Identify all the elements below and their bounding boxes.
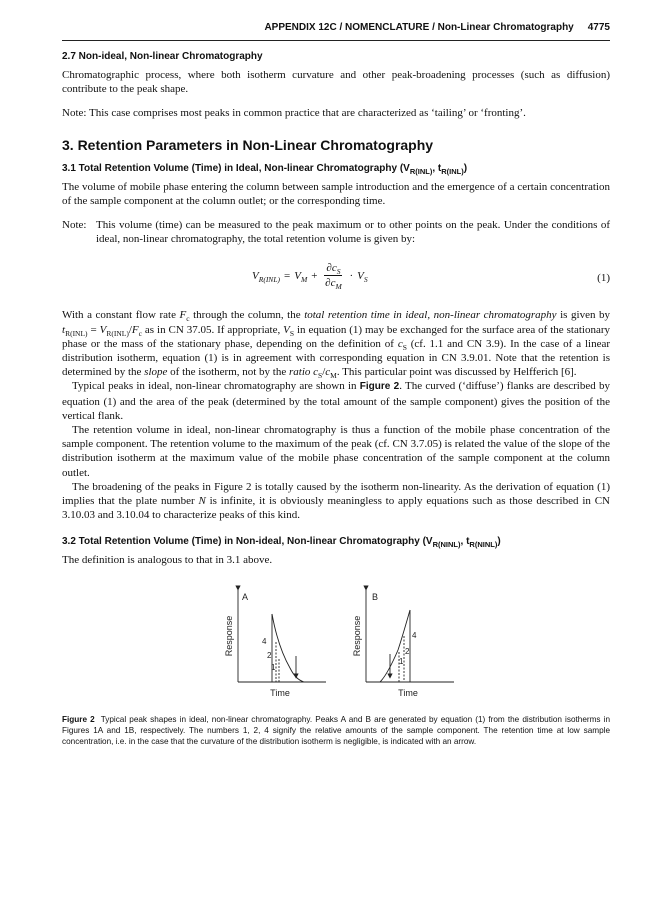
section-3-2-paragraph: The definition is analogous to that in 3.1 above. bbox=[62, 554, 273, 567]
heading-t-symbol: t bbox=[466, 536, 470, 548]
heading-v-symbol: V bbox=[425, 536, 433, 548]
note-text: This case comprises most peaks in common practice that are characterized as ‘tailing’ or ‘fronting’. bbox=[89, 107, 526, 120]
heading-separator: , bbox=[432, 162, 438, 174]
section-3-1-heading bbox=[62, 163, 610, 174]
panel-a-y-label: Response bbox=[224, 615, 234, 656]
panel-b-y-label: Response bbox=[352, 615, 362, 656]
eq-lhs: $V_{R(INL)}$ bbox=[252, 269, 280, 285]
eq-denominator: $\partial c_M$ bbox=[325, 277, 342, 292]
eq-fraction bbox=[324, 262, 342, 292]
equation-body bbox=[252, 262, 368, 292]
panel-a-curve-label-1: 1 bbox=[271, 662, 276, 672]
section-2-7-heading: 2.7 Non-ideal, Non-linear Chromatography bbox=[62, 51, 263, 62]
panel-a-diffuse-tail bbox=[272, 614, 304, 682]
eq-numerator: $\partial c_S$ bbox=[326, 262, 341, 277]
panel-b-curve-label-2: 2 bbox=[405, 646, 410, 656]
panel-b-x-label: Time bbox=[398, 687, 418, 698]
section-2-7-note bbox=[62, 106, 610, 120]
heading-v-subscript: R(NINL) bbox=[432, 540, 461, 550]
figure-reference: Figure 2 bbox=[359, 381, 400, 393]
heading-t-subscript: R(INL) bbox=[441, 166, 464, 176]
caption-label: Figure 2 bbox=[62, 714, 95, 724]
note-label: Note: bbox=[62, 107, 87, 120]
heading-v-subscript: R(INL) bbox=[409, 166, 433, 176]
running-title: APPENDIX 12C / NOMENCLATURE / Non-Linear Chromatography bbox=[264, 22, 574, 33]
figure-2 bbox=[62, 584, 610, 702]
eq-dot: · bbox=[349, 269, 354, 282]
heading-t-symbol: t bbox=[437, 162, 442, 174]
panel-a-label: A bbox=[242, 591, 249, 602]
section-3-1-note bbox=[62, 218, 610, 246]
page bbox=[62, 22, 610, 748]
note-label: Note: bbox=[62, 219, 87, 232]
panel-b-curve-label-1: 1 bbox=[399, 656, 404, 666]
section-3-1-paragraph: The volume of mobile phase entering the column between sample introduction and the emergence of a certain concentration of the sample component at the column outlet; or the corresponding time. bbox=[62, 180, 610, 207]
body-paragraph-4: The broadening of the peaks in Figure 2 is totally caused by the isotherm non-linearity. As the derivation of equation (1) implies that the plate number N is infinite, it is obviously meaningless to apply equations such as those described in CN 3.10.03 and 3.10.04 to characterize peaks of this kind. bbox=[62, 480, 610, 522]
panel-b bbox=[352, 588, 454, 698]
panel-b-diffuse-front bbox=[380, 610, 410, 682]
heading-v-symbol: V bbox=[403, 162, 410, 174]
page-number: 4775 bbox=[587, 22, 610, 33]
eq-vm: $V_M$ bbox=[294, 269, 308, 285]
panel-a bbox=[224, 588, 326, 698]
body-paragraph-2: Typical peaks in ideal, non-linear chromatography are shown in Figure 2. The curved (‘diffuse’) flanks are described by equation (1) and the area of the peak (determined by the total amount of the sample component) gives the position of the vertical flank. bbox=[62, 380, 610, 422]
panel-a-curve-label-4: 4 bbox=[262, 636, 267, 646]
panel-b-curve-label-4: 4 bbox=[412, 630, 417, 640]
body-paragraph-1: With a constant flow rate $F_c$ through the column, the total retention time in ideal, non-linear chromatography is given by $t_{R(INL)} = V_{R(INL)}/F_c$ as in CN 37.05. If appropriate, $V_S$ in equation (1) may be exchanged for the surface area of the stationary phase or the mass of the stationary phase, depending on the definition of $c_S$ (cf. 1.1 and CN 3.9). In the case of a linear distribution isotherm, equation (1) is in agreement with corresponding equation in CN 3.9.01. Note that the retention is determined by the slope of the isotherm, not by the ratio $c_S/c_M$. This particular point was discussed by Helfferich [6]. bbox=[62, 309, 611, 381]
eq-plus: + bbox=[311, 269, 318, 282]
figure-2-diagram bbox=[62, 584, 610, 702]
panel-a-curve-label-2: 2 bbox=[267, 650, 272, 660]
note-text: This volume (time) can be measured to the peak maximum or to other points on the peak. Under the conditions of ideal, non-linear chromatography, the total retention volume is given by: bbox=[96, 219, 610, 246]
section-3-heading: 3. Retention Parameters in Non-Linear Chromatography bbox=[62, 136, 434, 153]
running-head bbox=[62, 22, 610, 41]
equation-1 bbox=[62, 254, 610, 298]
section-3-2-heading bbox=[62, 536, 610, 550]
caption-text: Typical peak shapes in ideal, non-linear chromatography. Peaks A and B are generated by equation (1) from the distribution isotherms in Figures 1A and 1B, respectively. The numbers 1, 2, 4 signify the relative amounts of the sample component. The retention time at low sample concentration, i.e. in the case that the curvature of the distribution isotherm is negligible, is indicated with an arrow. bbox=[62, 714, 610, 747]
heading-separator: , bbox=[460, 536, 467, 548]
panel-a-x-label: Time bbox=[270, 687, 290, 698]
panel-b-label: B bbox=[372, 591, 379, 602]
body-paragraph-3: The retention volume in ideal, non-linear chromatography is thus a function of the mobile phase concentration of the sample component. The retention volume to the maximum of the peak (cf. CN 3.7.05) is related the value of the slope of the distribution isotherm at the maximum value of the mobile phase concentration of the sample component at the column outlet. bbox=[62, 424, 610, 479]
heading-prefix: 3.2 Total Retention Volume (Time) in Non-ideal, Non-linear Chromatography ( bbox=[62, 536, 426, 548]
eq-vs: $V_S$ bbox=[357, 269, 368, 285]
heading-t-subscript: R(NINL) bbox=[469, 540, 498, 550]
figure-2-caption bbox=[62, 714, 610, 748]
heading-prefix: 3.1 Total Retention Volume (Time) in Ideal, Non-linear Chromatography ( bbox=[62, 162, 404, 174]
section-2-7-paragraph: Chromatographic process, where both isotherm curvature and other peak-broadening processes (such as diffusion) contribute to the peak shape. bbox=[62, 69, 610, 96]
heading-suffix: ) bbox=[497, 536, 501, 548]
eq-equals: = bbox=[283, 269, 291, 282]
equation-number: (1) bbox=[597, 272, 610, 285]
heading-suffix: ) bbox=[463, 162, 468, 174]
